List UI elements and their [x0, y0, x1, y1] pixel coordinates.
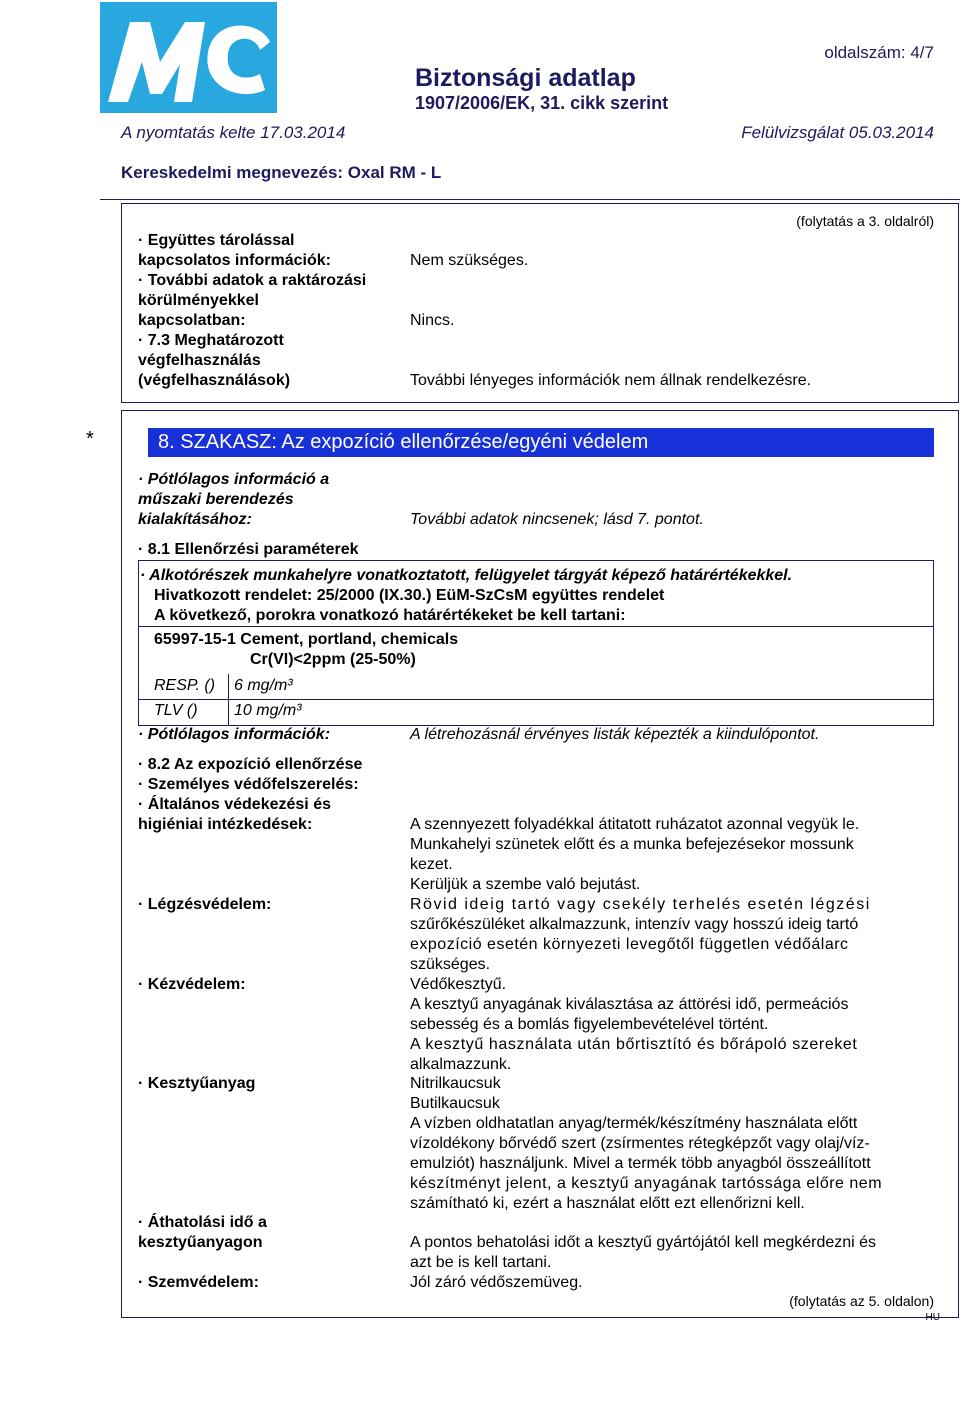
limits-line2: Hivatkozott rendelet: 25/2000 (IX.30.) EüM-SzCsM együttes rendelet — [154, 587, 665, 604]
tlv-label: TLV () — [154, 702, 198, 719]
resp-value: 6 mg/m³ — [234, 677, 293, 694]
exposure-heading: · 8.2 Az expozíció ellenőrzése — [138, 756, 363, 773]
tlv-value: 10 mg/m³ — [234, 702, 302, 719]
language-code: HU — [925, 1312, 940, 1323]
hygiene-value: A szennyezett folyadékkal átitatott ruházatot azonnal vegyük le. Munkahelyi szünetek előtt és a munka befejezésekor mossunk kezet. Kerüljük a szembe való bejutást. — [410, 816, 860, 893]
limits-col-divider — [228, 674, 229, 726]
storage-label: · Együttes tárolással kapcsolatos információk: · További adatok a raktározási körülményekkel kapcsolatban: · 7.3 Meghatározott végfelhasználás (végfelhasználások) — [138, 232, 367, 389]
param-heading: · 8.1 Ellenőrzési paraméterek — [138, 541, 359, 558]
doc-title: Biztonsági adatlap — [415, 64, 636, 92]
eye-label: · Szemvédelem: — [138, 1274, 259, 1291]
eye-value: Jól záró védőszemüveg. — [410, 1274, 583, 1291]
limits-line3: A következő, porokra vonatkozó határértékeket be kell tartani: — [154, 607, 626, 624]
extra-value: A létrehozásnál érvényes listák képezték a kiindulópontot. — [410, 726, 820, 743]
print-date: A nyomtatás kelte 17.03.2014 — [121, 123, 346, 142]
respiratory-label: · Légzésvédelem: — [138, 896, 272, 913]
limits-divider — [138, 626, 934, 627]
permeation-label: · Áthatolási idő a kesztyűanyagon — [138, 1214, 267, 1251]
ppe-heading: · Személyes védőfelszerelés: — [138, 776, 359, 793]
substance-line1: 65997-15-1 Cement, portland, chemicals — [154, 631, 459, 648]
continued-to: (folytatás az 5. oldalon) — [789, 1293, 934, 1309]
enduse-value: További lényeges információk nem állnak rendelkezésre. — [410, 372, 812, 389]
warehouse-value: Nincs. — [410, 312, 455, 329]
glove-label: · Kesztyűanyag — [138, 1075, 256, 1092]
change-star: * — [86, 428, 94, 450]
mc-logo-icon — [100, 2, 277, 113]
doc-subtitle: 1907/2006/EK, 31. cikk szerint — [415, 93, 669, 113]
respiratory-value: Rövid ideig tartó vagy csekély terhelés esetén légzési szűrőkészüléket alkalmazzunk, intenzív vagy hosszú ideig tartó expozíció esetén környezeti levegőtől független védőálarc szükséges. — [410, 896, 871, 973]
company-logo — [100, 2, 277, 113]
permeation-value: A pontos behatolási időt a kesztyű gyártójától kell megkérdezni és azt be is kell tartani. — [410, 1234, 877, 1271]
revision-date: Felülvizsgálat 05.03.2014 — [741, 123, 934, 142]
extra-label: · Pótlólagos információk: — [138, 726, 331, 743]
limits-row-divider — [138, 699, 934, 700]
tech-value: További adatok nincsenek; lásd 7. pontot. — [410, 511, 704, 528]
tech-label: · Pótlólagos információ a műszaki berendezés kialakításához: — [138, 471, 330, 528]
exposure-block: · 8.2 Az expozíció ellenőrzése · Személyes védőfelszerelés: · Általános védekezési és higiéniai intézkedések: — [138, 756, 363, 833]
resp-label: RESP. () — [154, 677, 216, 694]
storage-value: Nem szükséges. — [410, 252, 529, 269]
trade-name: Kereskedelmi megnevezés: Oxal RM - L — [121, 163, 442, 182]
hand-value: Védőkesztyű. A kesztyű anyagának kiválasztása az áttörési idő, permeációs sebesség és a bomlás figyelembevételével történt. A kesztyű használata után bőrtisztító és bőrápoló szereket alkalmazzunk. — [410, 976, 858, 1073]
substance-line2: Cr(VI)<2ppm (25-50%) — [250, 651, 416, 668]
continued-from: (folytatás a 3. oldalról) — [796, 213, 934, 229]
limits-line1: · Alkotórészek munkahelyre vonatkoztatott, felügyelet tárgyát képező határértékekkel. — [140, 567, 793, 584]
glove-value: Nitrilkaucsuk Butilkaucsuk A vízben oldhatatlan anyag/termék/készítmény használata előtt vízoldékony bőrvédő szert (zsírmentes rétegképzőt vagy olaj/víz- emulziót) használjunk. Mivel a termék több anyagból összeállított készítményt jelent, a kesztyű anyagának tartóssága előre nem számítható ki, ezért a használat előtt ezt ellenőrizni kell. — [410, 1075, 883, 1212]
section8-heading: 8. SZAKASZ: Az expozíció ellenőrzése/egyéni védelem — [148, 428, 934, 457]
hand-label: · Kézvédelem: — [138, 976, 246, 993]
page-number: oldalszám: 4/7 — [824, 43, 934, 62]
